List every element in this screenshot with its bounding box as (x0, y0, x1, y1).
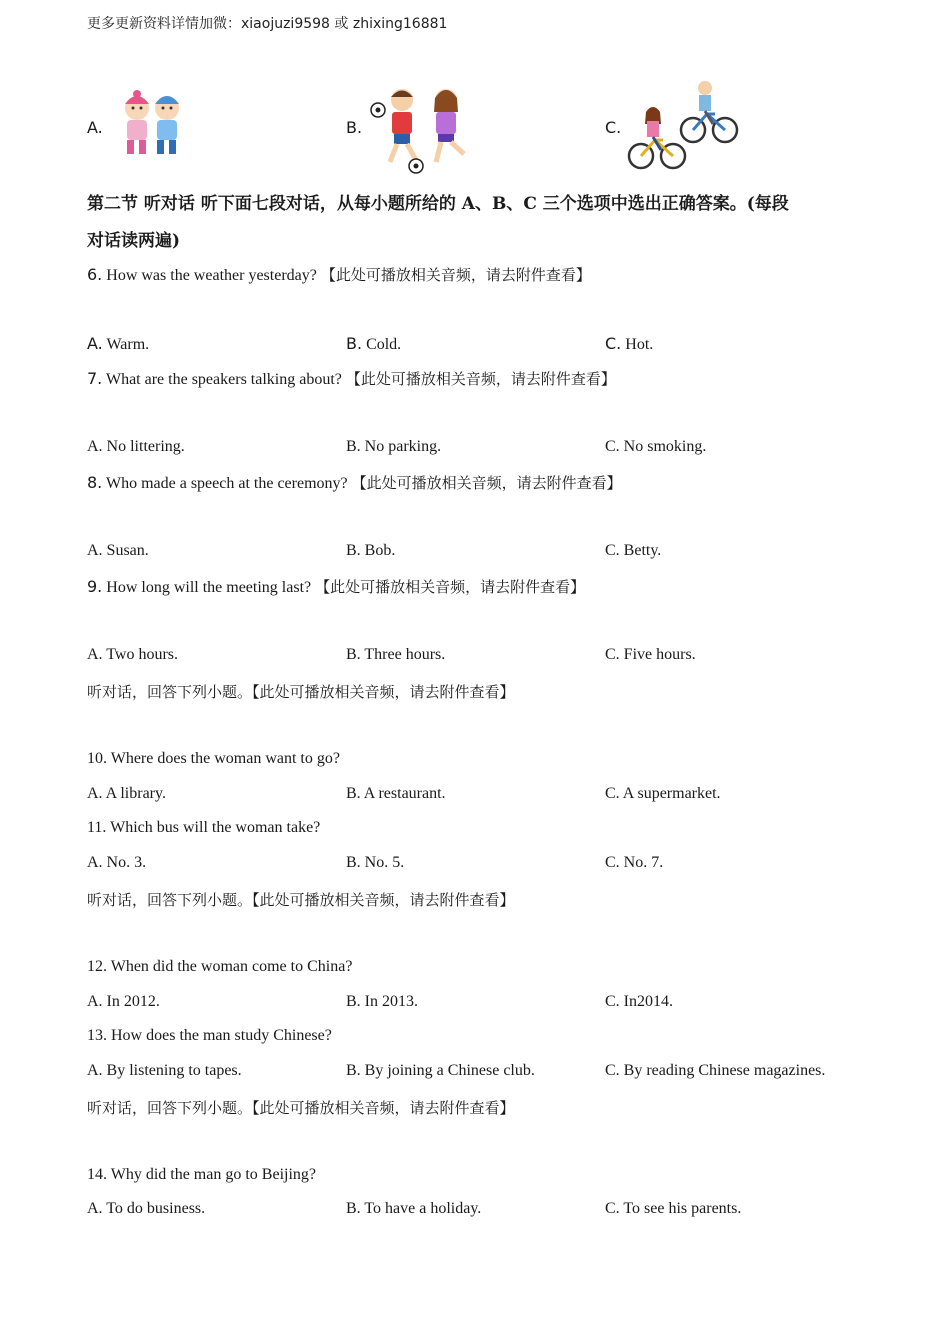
question-number: 9. (87, 577, 103, 596)
audio-note: 【此处可播放相关音频，请去附件查看】 (320, 266, 591, 284)
picture-option-c (605, 80, 865, 180)
question-text: How long will the meeting last? (102, 579, 312, 596)
option-a: A. To do business. (87, 1200, 206, 1217)
option-a: A. By listening to tapes. (87, 1062, 242, 1079)
kids-walking-picture (115, 86, 195, 166)
kids-riding-bikes-picture (627, 78, 742, 173)
options-7 (87, 438, 867, 460)
options-9 (87, 646, 867, 668)
group-intro-text: 听对话，回答下列小题。 (87, 1099, 253, 1117)
section-heading-line2: 对话读两遍) (87, 231, 181, 251)
group-intro-1 (87, 681, 515, 702)
group-intro-3 (87, 1097, 515, 1118)
question-number: 6. (87, 265, 103, 284)
option-c: C. No smoking. (605, 438, 707, 455)
option-c: C. Five hours. (605, 646, 696, 663)
audio-note: 【此处可播放相关音频，请去附件查看】 (315, 578, 586, 596)
option-text: Warm. (102, 336, 150, 353)
option-a: A. No. 3. (87, 854, 147, 871)
option-c (605, 334, 653, 354)
option-c: C. A supermarket. (605, 785, 721, 802)
section-heading-line1: 第二节 听对话 听下面七段对话，从每小题所给的 A、B、C 三个选项中选出正确答案。(每段 (87, 194, 789, 214)
option-b: B. No. 5. (346, 854, 405, 871)
option-c: C. No. 7. (605, 854, 664, 871)
options-6 (87, 334, 867, 356)
option-b: B. Three hours. (346, 646, 446, 663)
question-text: What are the speakers talking about? (102, 371, 342, 388)
question-13: 13. How does the man study Chinese? (87, 1027, 332, 1044)
group-intro-text: 听对话，回答下列小题。 (87, 891, 253, 909)
question-10: 10. Where does the woman want to go? (87, 750, 340, 767)
options-14 (87, 1200, 867, 1222)
question-6 (87, 264, 591, 285)
question-12: 12. When did the woman come to China? (87, 958, 353, 975)
watermark-header: 更多更新资料详情加微：xiaojuzi9598 或 zhixing16881 (87, 16, 448, 32)
option-a: A. A library. (87, 785, 166, 802)
question-7 (87, 368, 616, 389)
audio-note: 【此处可播放相关音频，请去附件查看】 (252, 891, 515, 909)
question-text: How was the weather yesterday? (102, 267, 317, 284)
audio-note: 【此处可播放相关音频，请去附件查看】 (252, 683, 515, 701)
option-a: A. Two hours. (87, 646, 179, 663)
option-b: B. To have a holiday. (346, 1200, 482, 1217)
option-letter: C. (605, 118, 622, 137)
question-number: 8. (87, 473, 103, 492)
kids-playing-football-picture (366, 82, 486, 174)
option-c: C. Betty. (605, 542, 662, 559)
question-text: Who made a speech at the ceremony? (102, 475, 348, 492)
audio-note: 【此处可播放相关音频，请去附件查看】 (252, 1099, 515, 1117)
option-text: Cold. (362, 336, 402, 353)
options-11 (87, 854, 867, 876)
audio-note: 【此处可播放相关音频，请去附件查看】 (345, 370, 616, 388)
option-letter: A. (87, 334, 103, 353)
option-letter: B. (346, 334, 363, 353)
option-b: B. A restaurant. (346, 785, 446, 802)
option-c: C. In2014. (605, 993, 673, 1010)
option-text: Hot. (621, 336, 654, 353)
option-b: B. Bob. (346, 542, 396, 559)
option-letter: B. (346, 118, 363, 137)
question-number: 7. (87, 369, 103, 388)
option-a: A. No littering. (87, 438, 185, 455)
question-9 (87, 576, 585, 597)
option-b (346, 334, 401, 354)
options-10 (87, 785, 867, 807)
group-intro-2 (87, 889, 515, 910)
question-8 (87, 472, 622, 493)
option-b: B. In 2013. (346, 993, 418, 1010)
option-b: B. By joining a Chinese club. (346, 1062, 535, 1079)
picture-option-b (346, 80, 546, 180)
option-a: A. In 2012. (87, 993, 160, 1010)
section-heading (87, 186, 867, 260)
option-c: C. To see his parents. (605, 1200, 742, 1217)
audio-note: 【此处可播放相关音频，请去附件查看】 (351, 474, 622, 492)
option-a: A. Susan. (87, 542, 149, 559)
picture-options (87, 80, 867, 180)
options-12 (87, 993, 867, 1015)
option-letter: C. (605, 334, 622, 353)
question-14: 14. Why did the man go to Beijing? (87, 1166, 317, 1183)
option-b: B. No parking. (346, 438, 442, 455)
option-a (87, 334, 149, 354)
options-8 (87, 542, 867, 564)
group-intro-text: 听对话，回答下列小题。 (87, 683, 253, 701)
question-11: 11. Which bus will the woman take? (87, 819, 321, 836)
picture-option-a (87, 80, 287, 180)
option-c: C. By reading Chinese magazines. (605, 1062, 826, 1079)
options-13 (87, 1062, 867, 1084)
option-letter: A. (87, 118, 103, 137)
